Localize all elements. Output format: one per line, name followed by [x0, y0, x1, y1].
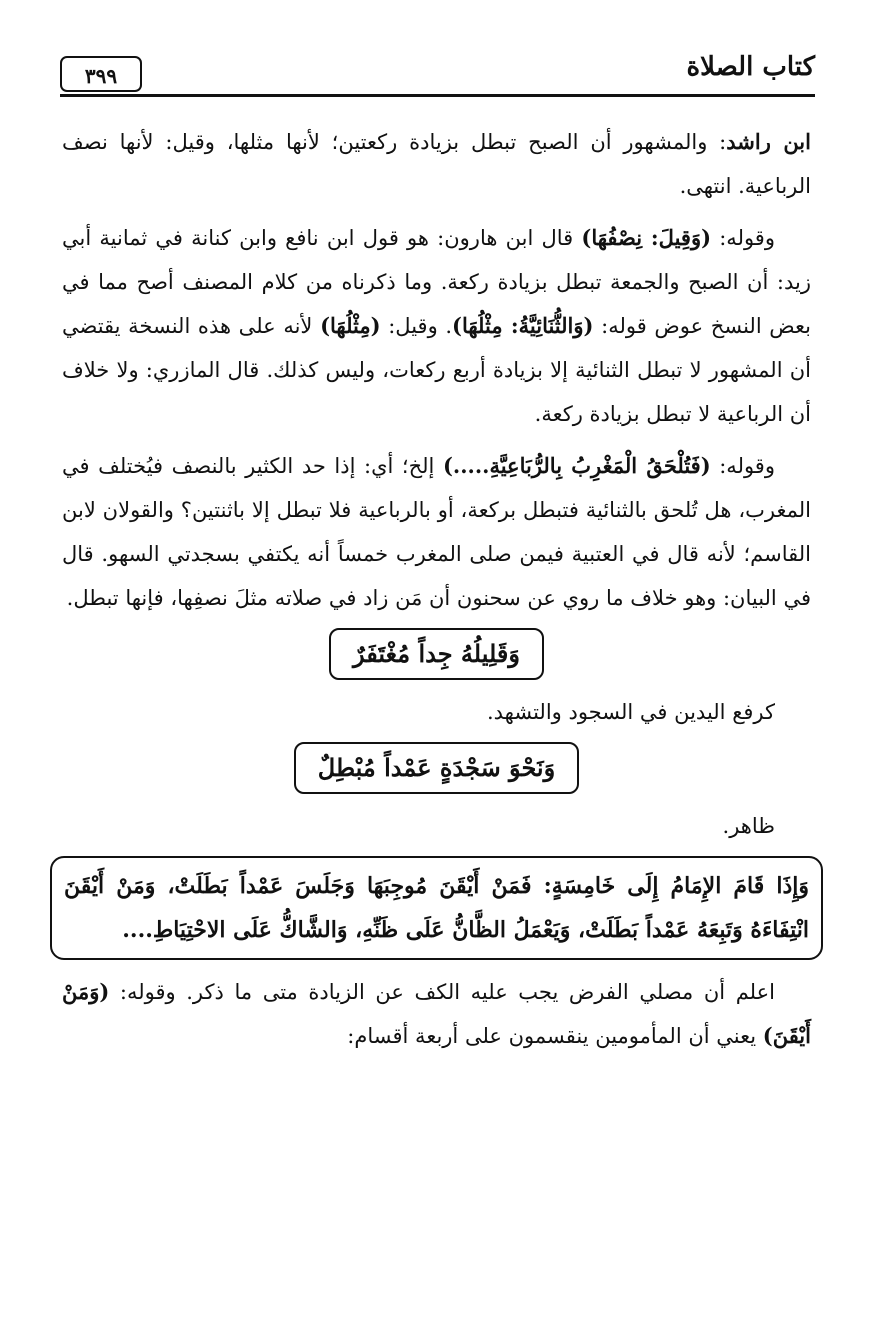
paragraph-6	[62, 970, 811, 1058]
paragraph-2-quote-1: (وَقِيلَ: نِصْفُهَا)	[581, 225, 712, 250]
paragraph-6-part-b: يعني أن المأمومين ينقسمون على أربعة أقسام:	[347, 1024, 763, 1048]
paragraph-2-part-b: قال ابن هارون: هو قول ابن نافع وابن كنانة في ثمانية أبي زيد: أن الصبح والجمعة تبطل بزيادة ركعة. وما ذكرناه من كلام المصنف أصح مما في بعض النسخ عوض قوله:	[62, 226, 812, 338]
paragraph-2	[62, 216, 811, 436]
paragraph-3-part-b: إلخ؛ أي: إذا حد الكثير بالنصف فيُختلف في المغرب، هل تُلحق بالثنائية فتبطل بركعة، أو بالرباعية فلا تبطل إلا باثنتين؟ والقولان لابن القاسم؛ لأنه قال في العتبية فيمن صلى المغرب خمساً أنه يكتفي بسجدتي السهو. قال في البيان: وهو خلاف ما روي عن سحنون أن مَن زاد في صلاته مثلَ نصفِها، فإنها تبطل.	[62, 454, 811, 610]
paragraph-2-part-c: . وقيل:	[380, 314, 453, 338]
paragraph-3-quote-1: (فَتُلْحَقُ الْمَغْرِبُ بِالرُّبَاعِيَّةِ.....)	[442, 453, 711, 478]
header-rule	[60, 94, 815, 97]
paragraph-4: كرفع اليدين في السجود والتشهد.	[486, 700, 775, 724]
paragraph-6-part-a: اعلم أن مصلي الفرض يجب عليه الكف عن الزيادة متى ما ذكر. وقوله:	[109, 980, 775, 1004]
matn-box-1: وَقَلِيلُهُ جِداً مُغْتَفَرٌ	[329, 628, 544, 680]
paragraph-1-lead: ابن راشد	[726, 129, 811, 154]
paragraph-1	[62, 120, 811, 208]
page-header	[60, 50, 815, 102]
paragraph-5: ظاهر.	[722, 814, 775, 838]
paragraph-3	[62, 444, 811, 620]
paragraph-6-quote-1: (وَمَنْ أَيْقَنَ)	[62, 979, 811, 1048]
matn-box-2-wrap	[62, 742, 811, 794]
paragraph-2-part-a: وقوله:	[711, 226, 775, 250]
matn-box-2: وَنَحْوَ سَجْدَةٍ عَمْداً مُبْطِلٌ	[294, 742, 579, 794]
paragraph-2-part-d: لأنه على هذه النسخة يقتضي أن المشهور لا تبطل الثنائية إلا بزيادة أربع ركعات، وليس كذلك. قال المازري: ولا خلاف أن الرباعية لا تبطل بزيادة ركعة.	[62, 314, 811, 426]
paragraph-3-part-a: وقوله:	[710, 454, 775, 478]
page-body	[62, 120, 811, 1066]
paragraph-1-text: : والمشهور أن الصبح تبطل بزيادة ركعتين؛ لأنها مثلها، وقيل: لأنها نصف الرباعية. انتهى.	[62, 130, 811, 198]
paragraph-2-quote-2: (وَالثُّنَائِيَّةُ: مِثْلُهَا)	[452, 313, 594, 338]
matn-box-1-wrap	[62, 628, 811, 680]
book-title: كتاب الصلاة	[686, 52, 815, 82]
matn-box-3: وَإِذَا قَامَ الإِمَامُ إِلَى خَامِسَةٍ: فَمَنْ أَيْقَنَ مُوجِبَهَا وَجَلَسَ عَمْداً بَطَلَتْ، وَمَنْ أَيْقَنَ انْتِفَاءَهُ وَتَبِعَهُ عَمْداً بَطَلَتْ، وَيَعْمَلُ الظَّانُّ عَلَى ظَنِّهِ، وَالشَّاكُّ عَلَى الاحْتِيَاطِ....	[50, 856, 823, 960]
page-number: ٣٩٩	[60, 56, 142, 92]
paragraph-2-quote-3: (مِثْلُهَا)	[320, 313, 381, 338]
